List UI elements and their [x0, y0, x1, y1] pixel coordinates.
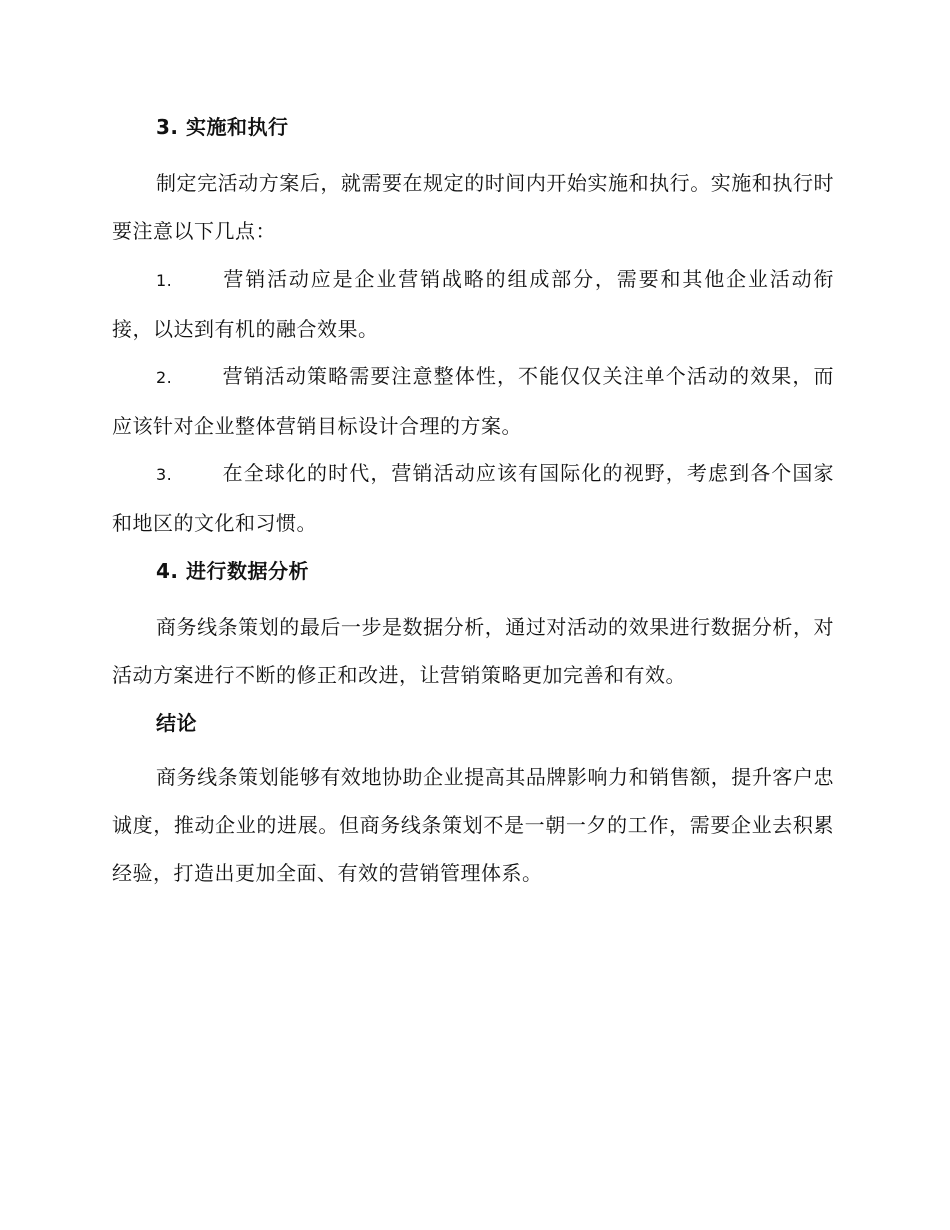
list-item-text: 营销活动策略需要注意整体性，不能仅仅关注单个活动的效果，而应该针对企业整体营销目标设计合理的方案。	[112, 364, 834, 438]
list-item-text: 营销活动应是企业营销战略的组成部分，需要和其他企业活动衔接，以达到有机的融合效果。	[112, 267, 834, 341]
list-item-number: 3.	[156, 465, 173, 484]
list-item-number: 2.	[156, 368, 173, 387]
list-item	[112, 255, 834, 353]
conclusion-paragraph: 商务线条策划能够有效地协助企业提高其品牌影响力和销售额，提升客户忠诚度，推动企业的进展。但商务线条策划不是一朝一夕的工作，需要企业去积累经验，打造出更加全面、有效的营销管理体系。	[112, 765, 834, 885]
list-item	[112, 449, 834, 547]
analysis-paragraph: 商务线条策划的最后一步是数据分析，通过对活动的效果进行数据分析，对活动方案进行不断的修正和改进，让营销策略更加完善和有效。	[112, 615, 834, 687]
section-heading-implement: 3. 实施和执行	[156, 115, 289, 139]
list-item-text: 在全球化的时代，营销活动应该有国际化的视野，考虑到各个国家和地区的文化和习惯。	[112, 461, 834, 535]
list-item-number: 1.	[156, 271, 173, 290]
section-heading-conclusion: 结论	[156, 711, 197, 735]
section-heading-analysis: 4. 进行数据分析	[156, 559, 309, 583]
list-item	[112, 352, 834, 450]
implement-intro-paragraph: 制定完活动方案后，就需要在规定的时间内开始实施和执行。实施和执行时要注意以下几点：	[112, 171, 834, 243]
